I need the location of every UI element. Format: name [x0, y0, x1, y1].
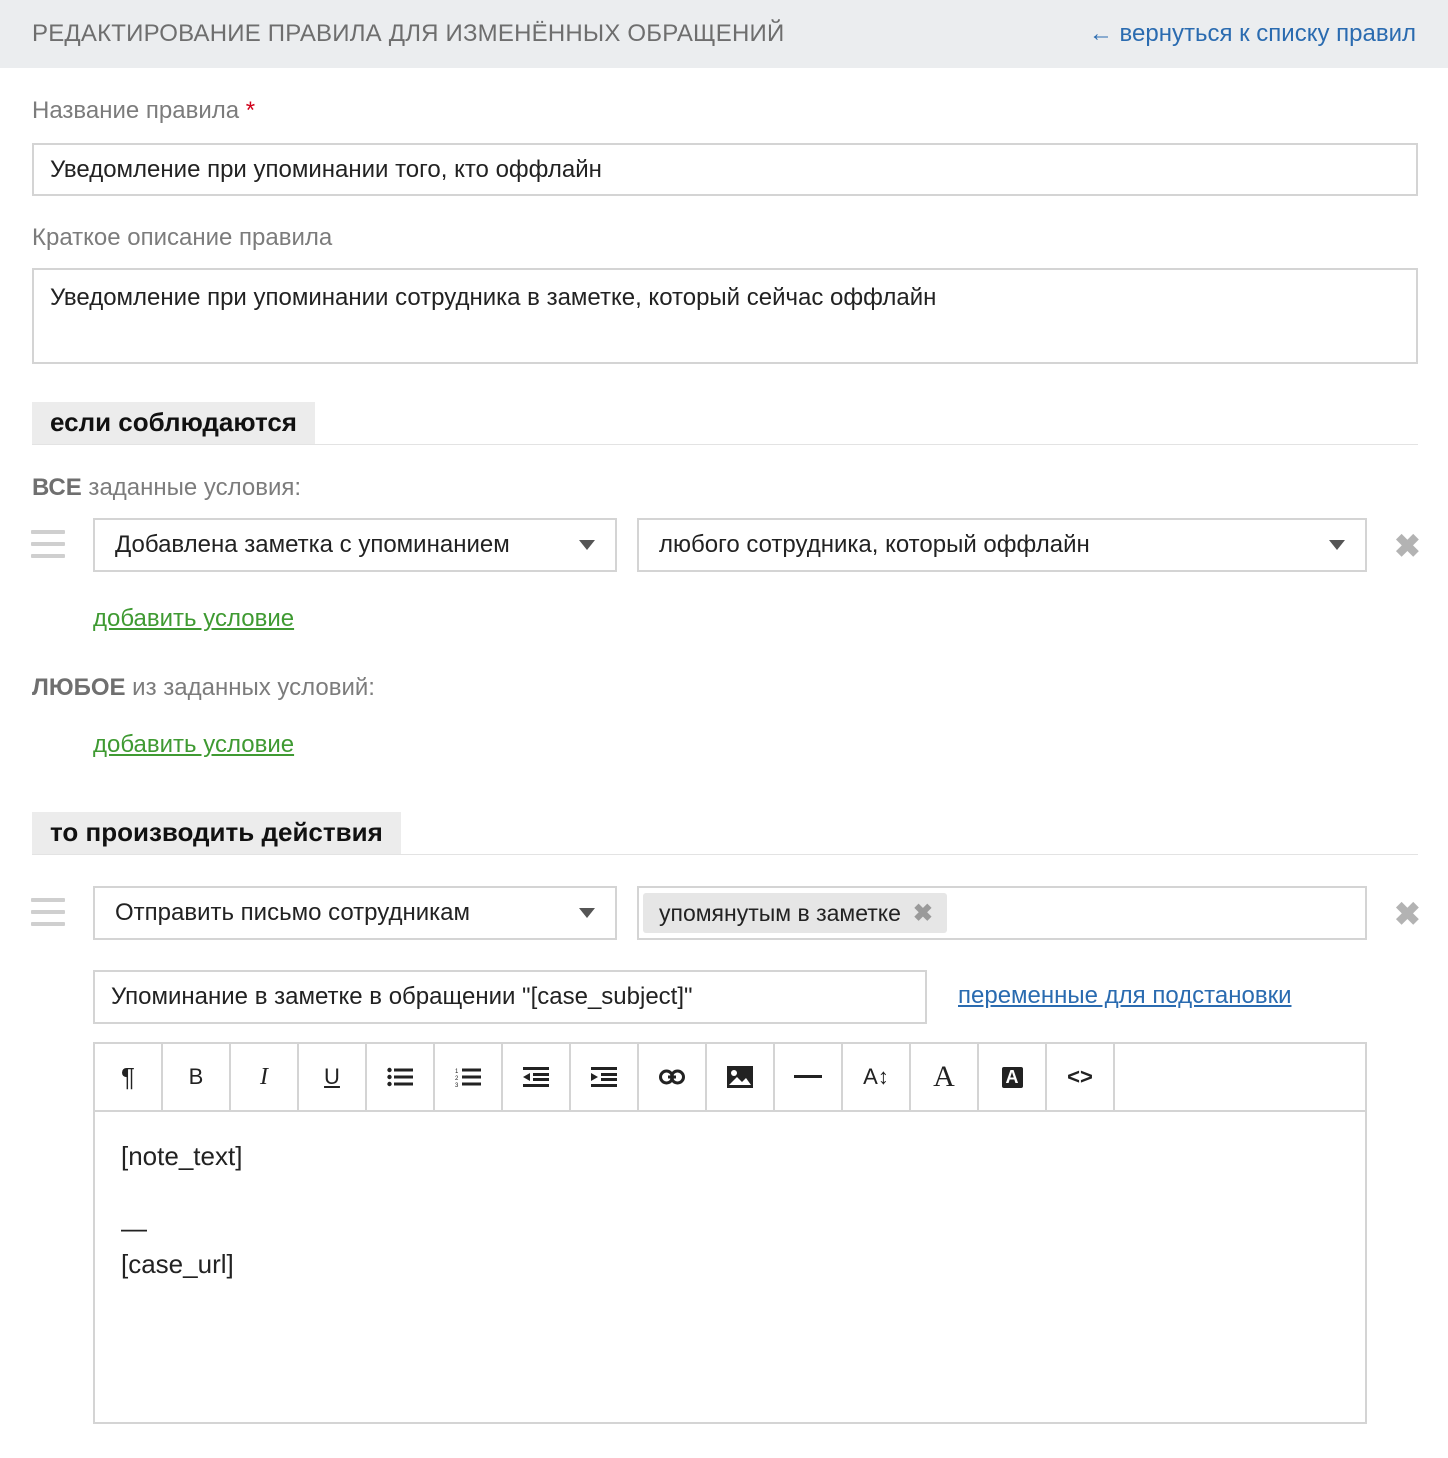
email-body-content[interactable]	[121, 1138, 242, 1282]
actions-divider	[32, 854, 1418, 855]
recipients-tag-input[interactable]	[637, 886, 1367, 940]
condition-field-value: Добавлена заметка с упоминанием	[115, 531, 510, 558]
conditions-divider	[32, 444, 1418, 445]
paragraph-icon[interactable]: ¶	[95, 1044, 163, 1110]
remove-tag-icon[interactable]: ✖	[912, 899, 934, 927]
action-select[interactable]	[93, 886, 617, 940]
back-to-rules-link[interactable]: ← вернуться к списку правил	[1088, 20, 1416, 47]
numbered-list-icon[interactable]	[435, 1044, 503, 1110]
remove-condition-icon[interactable]: ✖	[1394, 528, 1421, 564]
all-conditions-text: заданные условия:	[81, 474, 302, 501]
chevron-down-icon	[579, 908, 595, 918]
rule-name-label-text: Название правила	[32, 97, 240, 124]
condition-drag-handle[interactable]	[31, 530, 65, 566]
rule-description-label: Краткое описание правила	[32, 224, 333, 251]
underline-icon[interactable]: U	[299, 1044, 367, 1110]
rule-name-label	[32, 97, 255, 125]
image-icon[interactable]	[707, 1044, 775, 1110]
bullet-list-icon[interactable]	[367, 1044, 435, 1110]
action-drag-handle[interactable]	[31, 898, 65, 934]
editor-toolbar	[95, 1044, 1365, 1112]
email-subject-input[interactable]	[93, 970, 927, 1024]
link-icon[interactable]	[639, 1044, 707, 1110]
indent-icon[interactable]	[571, 1044, 639, 1110]
substitution-variables-link[interactable]: переменные для подстановки	[958, 982, 1292, 1009]
any-conditions-label	[32, 674, 375, 702]
body-line: —	[121, 1213, 147, 1243]
recipient-tag	[643, 893, 947, 933]
horizontal-rule-icon[interactable]	[775, 1044, 843, 1110]
chevron-down-icon	[1329, 540, 1345, 550]
chevron-down-icon	[579, 540, 595, 550]
svg-text:1: 1	[455, 1069, 459, 1075]
add-condition-any-link[interactable]: добавить условие	[93, 731, 295, 758]
email-body-editor[interactable]	[93, 1042, 1367, 1424]
condition-field-select[interactable]	[93, 518, 617, 572]
svg-text:2: 2	[455, 1076, 459, 1082]
all-keyword: ВСЕ	[32, 474, 82, 501]
body-line	[121, 1174, 242, 1210]
svg-text:3: 3	[455, 1083, 459, 1087]
italic-icon[interactable]: I	[231, 1044, 299, 1110]
remove-action-icon[interactable]: ✖	[1394, 896, 1421, 932]
rule-description-textarea[interactable]	[32, 268, 1418, 364]
page-title: РЕДАКТИРОВАНИЕ ПРАВИЛА ДЛЯ ИЗМЕНЁННЫХ ОБРАЩЕНИЙ	[32, 20, 785, 47]
any-conditions-text: из заданных условий:	[125, 674, 375, 701]
add-condition-all-link[interactable]: добавить условие	[93, 605, 295, 632]
rule-name-value: Уведомление при упоминании того, кто оффлайн	[50, 155, 602, 183]
body-line: [note_text]	[121, 1141, 243, 1171]
rule-name-input[interactable]	[32, 143, 1418, 196]
any-keyword: ЛЮБОЕ	[32, 674, 126, 701]
bold-icon[interactable]: B	[163, 1044, 231, 1110]
page-header	[0, 0, 1448, 68]
conditions-section-title: если соблюдаются	[32, 402, 315, 444]
required-marker: *	[245, 97, 256, 124]
action-value: Отправить письмо сотрудникам	[115, 899, 470, 926]
email-subject-value: Упоминание в заметке в обращении "[case_subject]"	[111, 983, 693, 1010]
font-size-icon[interactable]: A↕	[843, 1044, 911, 1110]
recipient-tag-label: упомянутым в заметке	[659, 899, 901, 926]
source-code-icon[interactable]: <>	[1047, 1044, 1115, 1110]
body-line: [case_url]	[121, 1249, 234, 1279]
actions-section-title: то производить действия	[32, 812, 401, 854]
condition-value-select[interactable]	[637, 518, 1367, 572]
text-color-icon[interactable]: A	[911, 1044, 979, 1110]
condition-value-value: любого сотрудника, который оффлайн	[659, 531, 1090, 558]
all-conditions-label	[32, 474, 301, 502]
outdent-icon[interactable]	[503, 1044, 571, 1110]
rule-description-value: Уведомление при упоминании сотрудника в заметке, который сейчас оффлайн	[50, 284, 937, 311]
background-color-icon[interactable]: A	[979, 1044, 1047, 1110]
